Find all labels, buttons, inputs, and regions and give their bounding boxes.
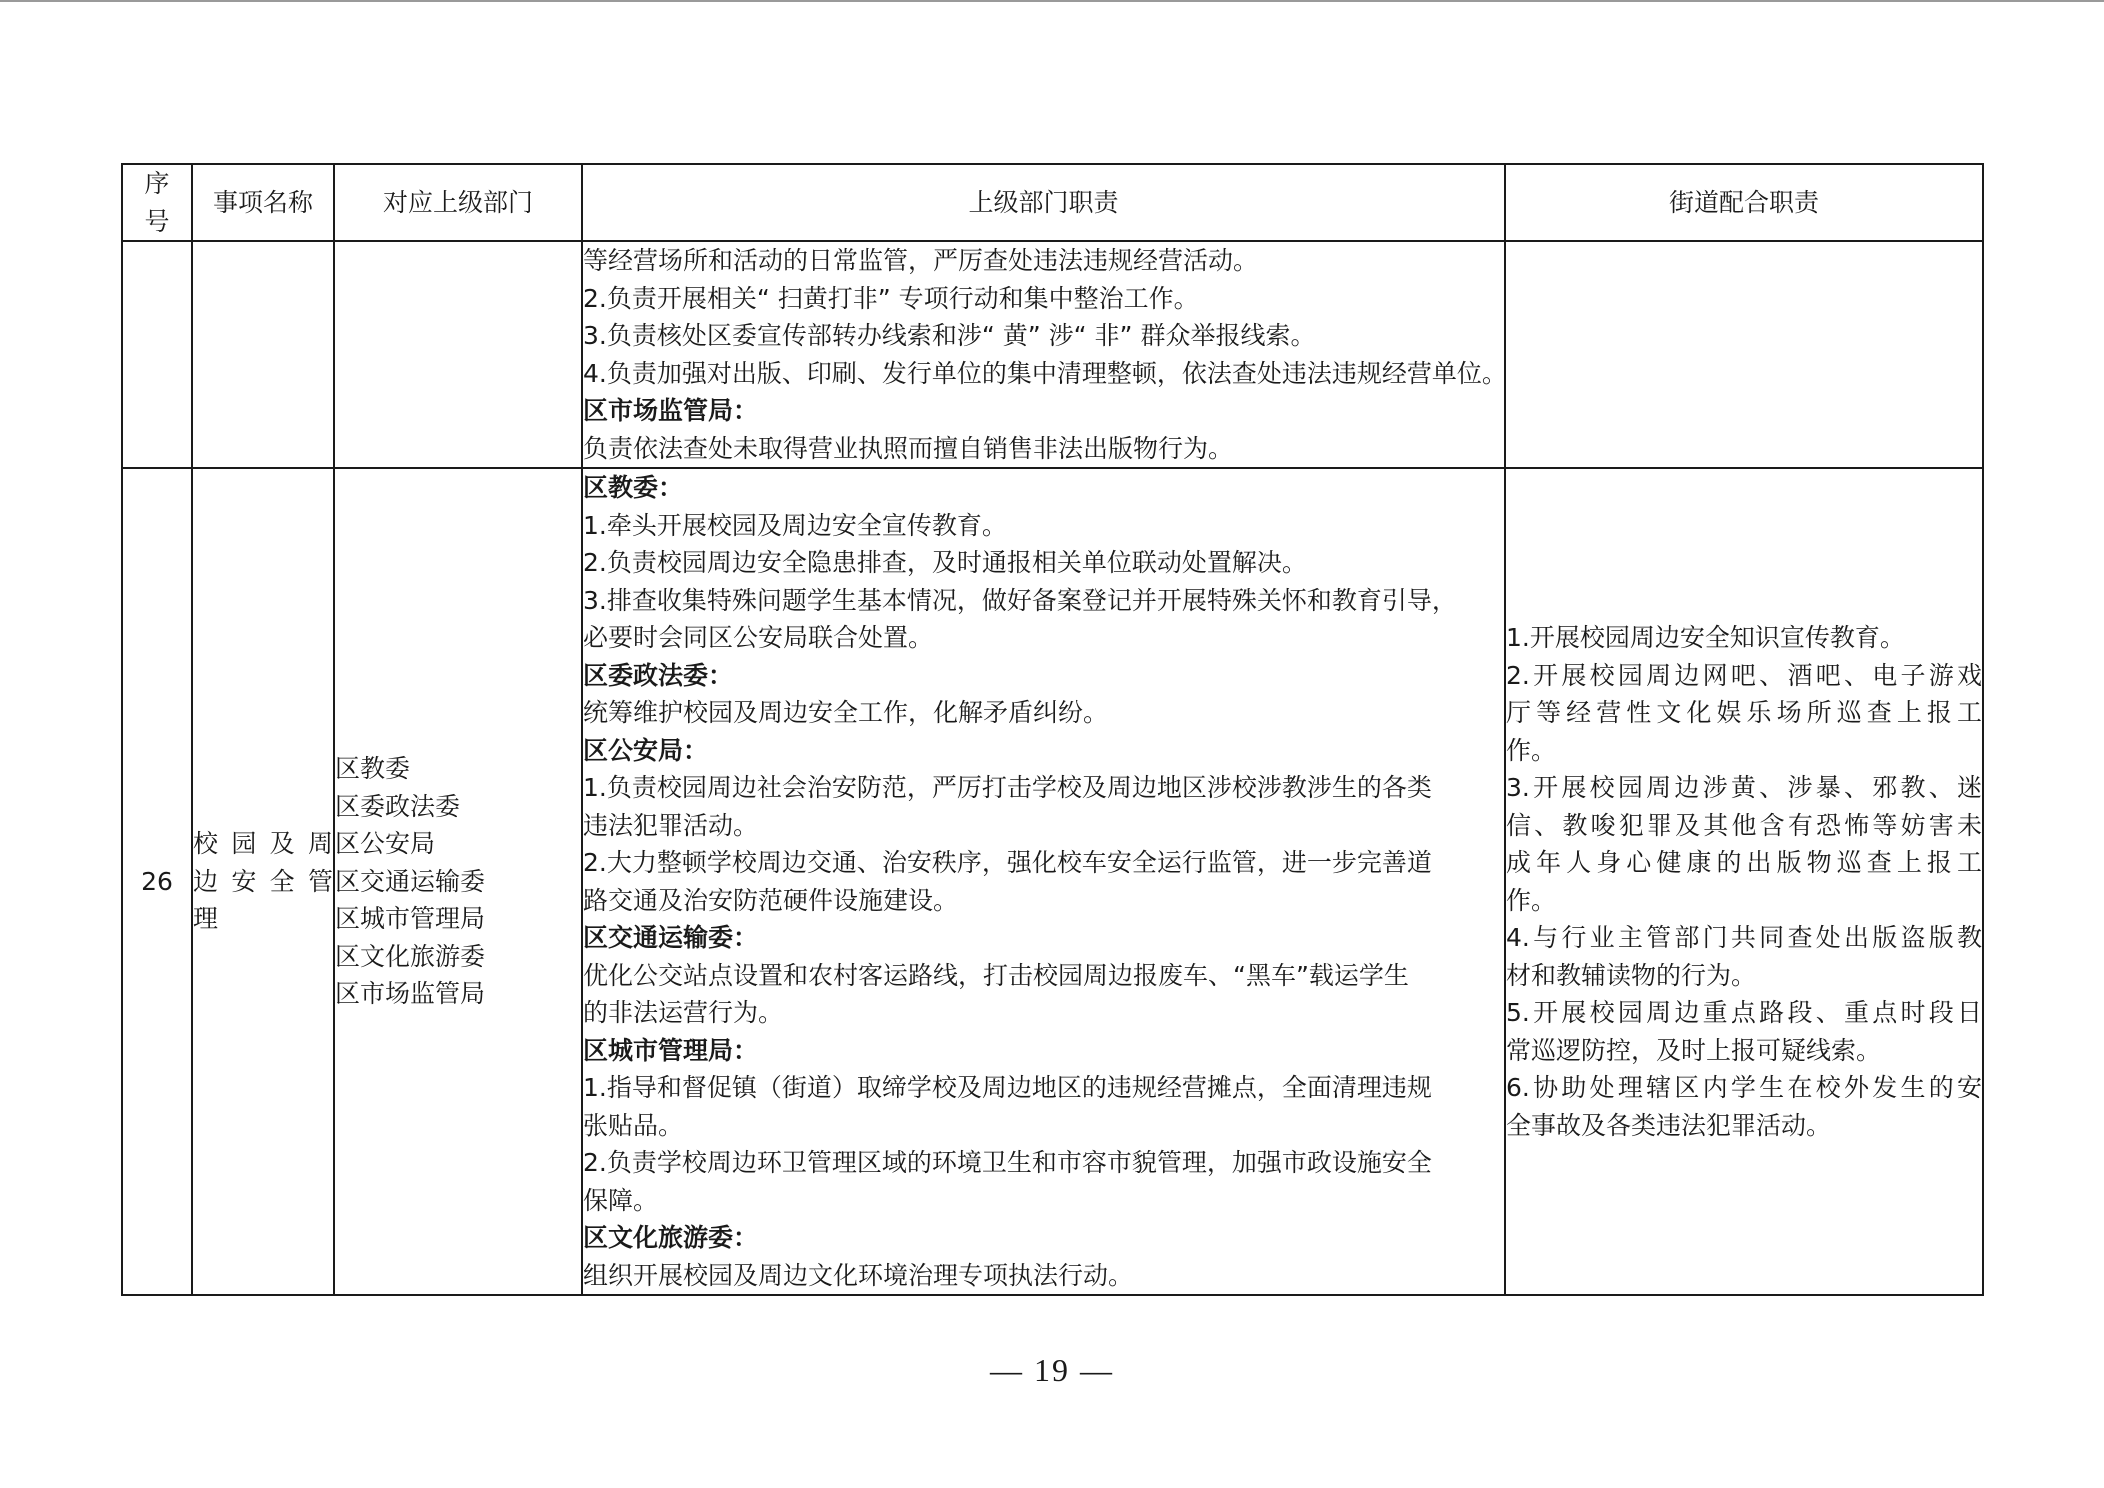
duty-line: 必要时会同区公安局联合处置。 xyxy=(583,623,934,652)
street-duty-line: 2.开展校园周边网吧、酒吧、电子游戏 xyxy=(1506,660,1982,690)
duty-dept-heading: 区市场监管局： xyxy=(583,396,759,425)
cell-superior-duties-continued xyxy=(582,241,1505,468)
table-header-row xyxy=(122,164,1983,241)
street-duty-line: 6.协助处理辖区内学生在校外发生的安 xyxy=(1506,1073,1982,1102)
duty-line: 等经营场所和活动的日常监管，严厉查处违法违规经营活动。 xyxy=(583,246,1259,275)
duty-line: 1.负责校园周边社会治安防范，严厉打击学校及周边地区涉校涉教涉生的各类 xyxy=(583,773,1432,802)
duty-line: 优化公交站点设置和农村客运路线，打击校园周边报废车、“黑车”载运学生 xyxy=(583,960,1409,990)
duty-dept-heading: 区交通运输委： xyxy=(583,923,759,952)
top-border-line xyxy=(0,0,2104,2)
duty-dept-heading: 区文化旅游委： xyxy=(583,1223,759,1252)
duty-line: 2.负责学校周边环卫管理区域的环境卫生和市容市貌管理，加强市政设施安全 xyxy=(583,1148,1432,1177)
item-name-line: 理 xyxy=(193,904,219,934)
item-name-line: 校园及周 xyxy=(193,829,333,859)
duty-dept-heading: 区公安局： xyxy=(583,735,709,765)
cell-street-duties xyxy=(1505,468,1983,1295)
duty-line: 违法犯罪活动。 xyxy=(583,810,759,840)
duty-line: 张贴品。 xyxy=(583,1110,684,1140)
duty-line: 组织开展校园及周边文化环境治理专项执法行动。 xyxy=(583,1260,1134,1290)
duty-line: 1.牵头开展校园及周边安全宣传教育。 xyxy=(583,510,1007,540)
duty-line: 4.负责加强对出版、印刷、发行单位的集中清理整顿，依法查处违法违规经营单位。 xyxy=(583,358,1507,388)
header-superior-department: 对应上级部门 xyxy=(334,164,582,241)
street-duty-line: 4.与行业主管部门共同查处出版盗版教 xyxy=(1506,923,1982,952)
duty-line: 3.负责核处区委宣传部转办线索和涉“ 黄” 涉“ 非” 群众举报线索。 xyxy=(583,321,1316,350)
duty-table xyxy=(121,163,1984,1296)
cell-dept-empty xyxy=(334,241,582,468)
page-number: — 19 — xyxy=(990,1352,1114,1388)
department-line: 区公安局 xyxy=(335,829,436,859)
street-duty-line: 3.开展校园周边涉黄、涉暴、邪教、迷 xyxy=(1506,773,1982,802)
street-duty-line: 1.开展校园周边安全知识宣传教育。 xyxy=(1506,623,1905,652)
street-duty-line: 常巡逻防控，及时上报可疑线索。 xyxy=(1506,1035,1882,1065)
table-row-26 xyxy=(122,468,1983,1295)
cell-serial-empty xyxy=(122,241,192,468)
duty-dept-heading: 区城市管理局： xyxy=(583,1035,759,1065)
duty-line: 1.指导和督促镇（街道）取缔学校及周边地区的违规经营摊点，全面清理违规 xyxy=(583,1073,1432,1102)
header-street-duties: 街道配合职责 xyxy=(1505,164,1983,241)
department-line: 区委政法委 xyxy=(335,791,461,821)
street-duty-line: 全事故及各类违法犯罪活动。 xyxy=(1506,1110,1832,1140)
header-superior-duties: 上级部门职责 xyxy=(582,164,1505,241)
cell-superior-duties xyxy=(582,468,1505,1295)
duty-line: 路交通及治安防范硬件设施建设。 xyxy=(583,885,959,915)
department-line: 区交通运输委 xyxy=(335,866,486,896)
table-row-continued xyxy=(122,241,1983,468)
header-serial-line2: 号 xyxy=(144,206,170,236)
department-line: 区城市管理局 xyxy=(335,904,486,934)
cell-item-name xyxy=(192,468,334,1295)
street-duty-line: 5.开展校园周边重点路段、重点时段日 xyxy=(1506,998,1982,1027)
header-serial-line1: 序 xyxy=(144,169,170,198)
department-line: 区市场监管局 xyxy=(335,979,486,1009)
duty-line: 2.大力整顿学校周边交通、治安秩序，强化校车安全运行监管，进一步完善道 xyxy=(583,848,1432,877)
street-duty-line: 作。 xyxy=(1506,735,1557,765)
duty-line: 的非法运营行为。 xyxy=(583,998,784,1027)
department-line: 区教委 xyxy=(335,754,411,784)
street-duty-line: 厅等经营性文化娱乐场所巡查上报工 xyxy=(1506,698,1982,727)
duty-line: 保障。 xyxy=(583,1185,659,1215)
item-name-line: 边安全管 xyxy=(193,866,333,896)
header-serial-number xyxy=(122,164,192,241)
duty-dept-heading: 区教委： xyxy=(583,473,684,502)
duty-line: 负责依法查处未取得营业执照而擅自销售非法出版物行为。 xyxy=(583,433,1234,463)
cell-street-empty xyxy=(1505,241,1983,468)
street-duty-line: 信、教唆犯罪及其他含有恐怖等妨害未 xyxy=(1506,810,1982,840)
header-item-name: 事项名称 xyxy=(192,164,334,241)
street-duty-line: 作。 xyxy=(1506,885,1557,915)
duty-line: 统筹维护校园及周边安全工作，化解矛盾纠纷。 xyxy=(583,698,1109,727)
department-line: 区文化旅游委 xyxy=(335,941,486,971)
cell-name-empty xyxy=(192,241,334,468)
duty-dept-heading: 区委政法委： xyxy=(583,660,734,690)
street-duty-line: 材和教辅读物的行为。 xyxy=(1506,960,1757,990)
cell-serial-number: 26 xyxy=(122,468,192,1295)
duty-line: 2.负责开展相关“ 扫黄打非” 专项行动和集中整治工作。 xyxy=(583,283,1199,313)
cell-superior-departments xyxy=(334,468,582,1295)
duty-line: 3.排查收集特殊问题学生基本情况，做好备案登记并开展特殊关怀和教育引导， xyxy=(583,585,1457,615)
duty-line: 2.负责校园周边安全隐患排查，及时通报相关单位联动处置解决。 xyxy=(583,548,1307,577)
street-duty-line: 成年人身心健康的出版物巡查上报工 xyxy=(1506,848,1982,877)
